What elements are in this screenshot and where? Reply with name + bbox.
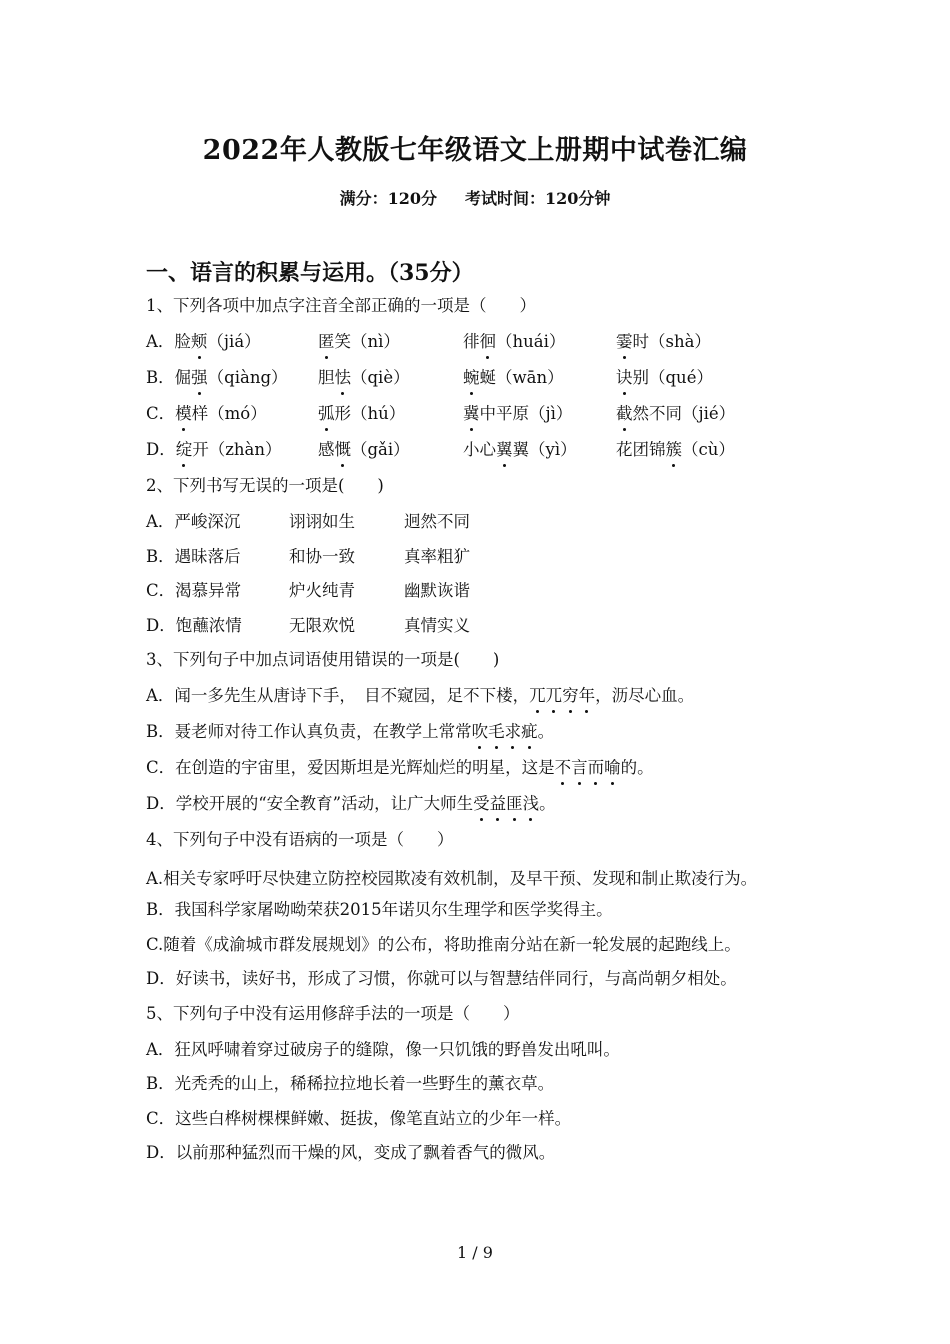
option-cell: D．绽开（zhàn）: [146, 436, 318, 472]
dotted-char: 冀: [463, 400, 480, 428]
dotted-char: 年: [579, 682, 596, 710]
question-2-option-a: [146, 508, 816, 543]
dotted-char: 怯: [335, 364, 352, 392]
option-cell: 幽默诙谐: [404, 581, 470, 600]
option-cell: 花团锦簇（cù）: [616, 436, 761, 472]
option-cell: D．饱蘸浓情: [146, 615, 242, 635]
dotted-char: 模: [175, 400, 192, 428]
question-3-option-a: A．闻一多先生从唐诗下手， 目不窥园，足不下楼，兀兀穷年，沥尽心血。: [146, 682, 816, 718]
option-cell: 诩诩如生: [289, 512, 355, 531]
dotted-char: 受: [473, 790, 490, 818]
option-cell: 截然不同（jié）: [616, 400, 761, 436]
dotted-char: 匿: [318, 328, 335, 356]
dotted-char: 喻: [604, 754, 621, 782]
dotted-char: 不: [555, 754, 572, 782]
page-number: 1 / 9: [457, 1243, 493, 1262]
option-cell: 真率粗犷: [404, 546, 470, 566]
exam-info: [0, 186, 950, 209]
document-title: 2022年人教版七年级语文上册期中试卷汇编: [202, 135, 748, 166]
question-2-option-b: [146, 543, 816, 578]
question-4-option-a: A.相关专家呼吁尽快建立防控校园欺凌有效机制，及早干预、发现和制止欺凌行为。: [146, 869, 758, 888]
dotted-char: 弧: [318, 400, 335, 428]
dotted-char: 匪: [506, 790, 523, 818]
question-4-stem: 4、下列句子中没有语病的一项是（ ）: [146, 830, 454, 849]
question-1-stem: 1、下列各项中加点字注音全部正确的一项是（ ）: [146, 296, 536, 315]
dotted-char: 簇: [666, 436, 683, 464]
question-5-option-c: C．这些白桦树棵棵鲜嫩、挺拔，像笔直站立的少年一样。: [146, 1108, 572, 1128]
question-5-option-d: D．以前那种猛烈而干燥的风，变成了飘着香气的微风。: [146, 1143, 556, 1162]
option-cell: C．模样（mó）: [146, 400, 318, 436]
dotted-char: 徊: [480, 328, 497, 356]
dotted-char: 截: [616, 400, 633, 428]
option-cell: 冀中平原（jì）: [463, 400, 616, 436]
dotted-char: 毛: [488, 718, 505, 746]
dotted-char: 吹: [472, 718, 489, 746]
dotted-char: 霎: [616, 328, 633, 356]
option-cell: C．渴慕异常: [146, 581, 242, 600]
dotted-char: 慨: [335, 436, 352, 464]
question-3-stem: 3、下列句子中加点词语使用错误的一项是( ): [146, 650, 500, 669]
question-2-option-d: [146, 612, 816, 647]
question-1-option-a: [146, 328, 816, 364]
option-cell: 胆怯（qiè）: [318, 364, 463, 400]
question-2-stem: 2、下列书写无误的一项是( ): [146, 476, 384, 495]
exam-time: 考试时间：120分钟: [465, 189, 611, 208]
question-1-option-c: [146, 400, 816, 436]
option-cell: 迥然不同: [404, 512, 470, 531]
question-3-option-b: B．聂老师对待工作认真负责，在教学上常常吹毛求疵。: [146, 718, 816, 754]
dotted-char: 绽: [176, 436, 193, 464]
question-4-option-b: B．我国科学家屠呦呦荣获2015年诺贝尔生理学和医学奖得主。: [146, 900, 613, 919]
section-heading: 一、语言的积累与运用。（35分）: [146, 260, 474, 286]
option-cell: 感慨（gǎi）: [318, 436, 463, 472]
question-4-option-c: C.随着《成渝城市群发展规划》的公布，将助推南分站在新一轮发展的起跑线上。: [146, 934, 741, 954]
option-cell: 真情实义: [404, 615, 470, 635]
dotted-char: 兀: [529, 682, 546, 710]
question-5-stem: 5、下列句子中没有运用修辞手法的一项是（ ）: [146, 1003, 520, 1023]
question-4-option-d: D．好读书，读好书，形成了习惯，你就可以与智慧结伴同行，与高尚朝夕相处。: [146, 969, 737, 988]
dotted-char: 穷: [562, 682, 579, 710]
question-2-option-c: [146, 577, 816, 612]
full-score: 满分：120分: [339, 189, 437, 208]
option-cell: 炉火纯青: [289, 581, 355, 600]
question-list: [146, 292, 816, 1174]
option-cell: 诀别（qué）: [616, 364, 761, 400]
dotted-char: 求: [505, 718, 522, 746]
dotted-char: 益: [490, 790, 507, 818]
dotted-char: 浅: [523, 790, 540, 818]
option-cell: 匿笑（nì）: [318, 328, 463, 364]
dotted-char: 颊: [191, 328, 208, 356]
question-5-option-b: B．光秃秃的山上，稀稀拉拉地长着一些野生的薰衣草。: [146, 1074, 555, 1093]
option-cell: 无限欢悦: [289, 615, 355, 635]
option-cell: A．脸颊（jiá）: [146, 328, 318, 364]
question-1-option-d: [146, 436, 816, 472]
dotted-char: 蜿: [463, 364, 480, 392]
dotted-char: 翼: [496, 436, 513, 464]
option-cell: B．遇昧落后: [146, 546, 241, 566]
dotted-char: 疵: [521, 718, 538, 746]
option-cell: 和协一致: [289, 546, 355, 566]
option-cell: 蜿蜒（wān）: [463, 364, 616, 400]
dotted-char: 而: [588, 754, 605, 782]
question-3-option-c: C．在创造的宇宙里，爱因斯坦是光辉灿烂的明星，这是不言而喻的。: [146, 754, 816, 790]
option-cell: 小心翼翼（yì）: [463, 436, 616, 472]
dotted-char: 强: [191, 364, 208, 392]
option-cell: 霎时（shà）: [616, 328, 761, 364]
dotted-char: 兀: [546, 682, 563, 710]
dotted-char: 诀: [616, 364, 633, 392]
option-cell: 徘徊（huái）: [463, 328, 616, 364]
option-cell: B．倔强（qiàng）: [146, 364, 318, 400]
question-5-option-a: A．狂风呼啸着穿过破房子的缝隙，像一只饥饿的野兽发出吼叫。: [146, 1039, 620, 1059]
option-cell: A．严峻深沉: [146, 512, 241, 531]
option-cell: 弧形（hú）: [318, 400, 463, 436]
question-1-option-b: [146, 364, 816, 400]
question-3-option-d: D．学校开展的“安全教育”活动，让广大师生受益匪浅。: [146, 790, 816, 826]
dotted-char: 言: [571, 754, 588, 782]
